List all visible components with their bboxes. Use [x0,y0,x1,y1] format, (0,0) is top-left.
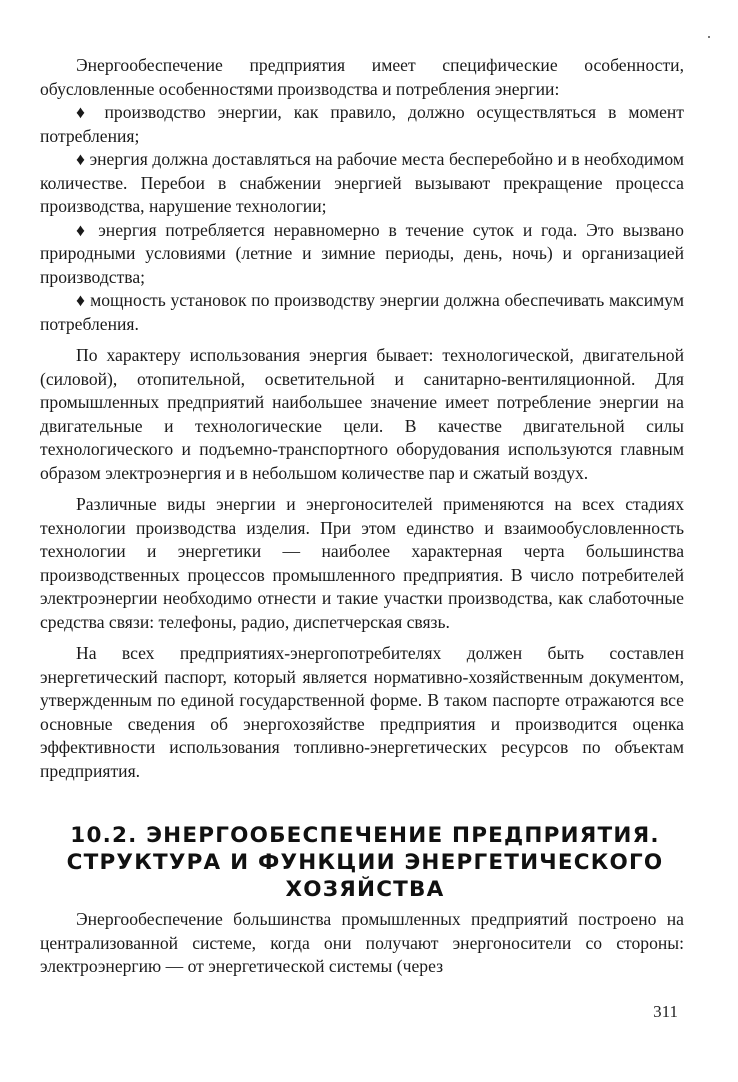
paragraph: Энергообеспечение большинства промышленных предприятий построено на централизованной системе, когда они получают энергоносители со стороны: электроэнергию — от энергетической системы (через [40,909,684,976]
paragraph: На всех предприятиях-энергопотребителях должен быть составлен энергетический паспорт, который является нормативно-хозяйственным документом, утвержденным по единой государственной форме. В таком паспорте отражаются все основные сведения об энергохозяйстве предприятия и производится оценка эффективности использования топливно-энергетических ресурсов по объектам предприятия. [40,643,684,781]
bullet-item: ♦ производство энергии, как правило, должно осуществляться в момент потребления; [40,101,684,148]
page-number: 311 [653,1002,678,1021]
bullet-item: ♦ энергия должна доставляться на рабочие места бесперебойно и в необходимом количестве. Перебои в снабжении энергией вызывают прекращение процесса производства, нарушение технологии; [40,148,684,219]
body-text-continued [40,908,684,979]
paragraph-intro: Энергообеспечение предприятия имеет специфические особенности, обусловленные особенностями производства и потребления энергии: [40,55,684,99]
scan-speck [708,36,710,38]
section-heading: 10.2. ЭНЕРГООБЕСПЕЧЕНИЕ ПРЕДПРИЯТИЯ. СТРУКТУРА И ФУНКЦИИ ЭНЕРГЕТИЧЕСКОГО ХОЗЯЙСТВА [66,823,664,902]
bullet-item: ♦ энергия потребляется неравномерно в течение суток и года. Это вызвано природными условиями (летние и зимние периоды, день, ночь) и организацией производства; [40,219,684,290]
bullet-item: ♦ мощность установок по производству энергии должна обеспечивать максимум потребления. [40,289,684,336]
paragraph: По характеру использования энергия бывает: технологической, двигательной (силовой), отопительной, осветительной и санитарно-вентиляционной. Для промышленных предприятий наибольшее значение имеет потребление энергии на двигательные и технологические цели. В качестве двигательной силы технологического и подъемно-транспортного оборудования используются главным образом электроэнергия и в небольшом количестве пар и сжатый воздух. [40,345,684,483]
paragraph: Различные виды энергии и энергоносителей применяются на всех стадиях технологии производства изделия. При этом единство и взаимообусловленность технологии и энергетики — наиболее характерная черта большинства производственных процессов промышленного предприятия. В число потребителей электроэнергии необходимо отнести и такие участки производства, как слаботочные средства связи: телефоны, радио, диспетчерская связь. [40,494,684,632]
body-text [40,54,684,783]
